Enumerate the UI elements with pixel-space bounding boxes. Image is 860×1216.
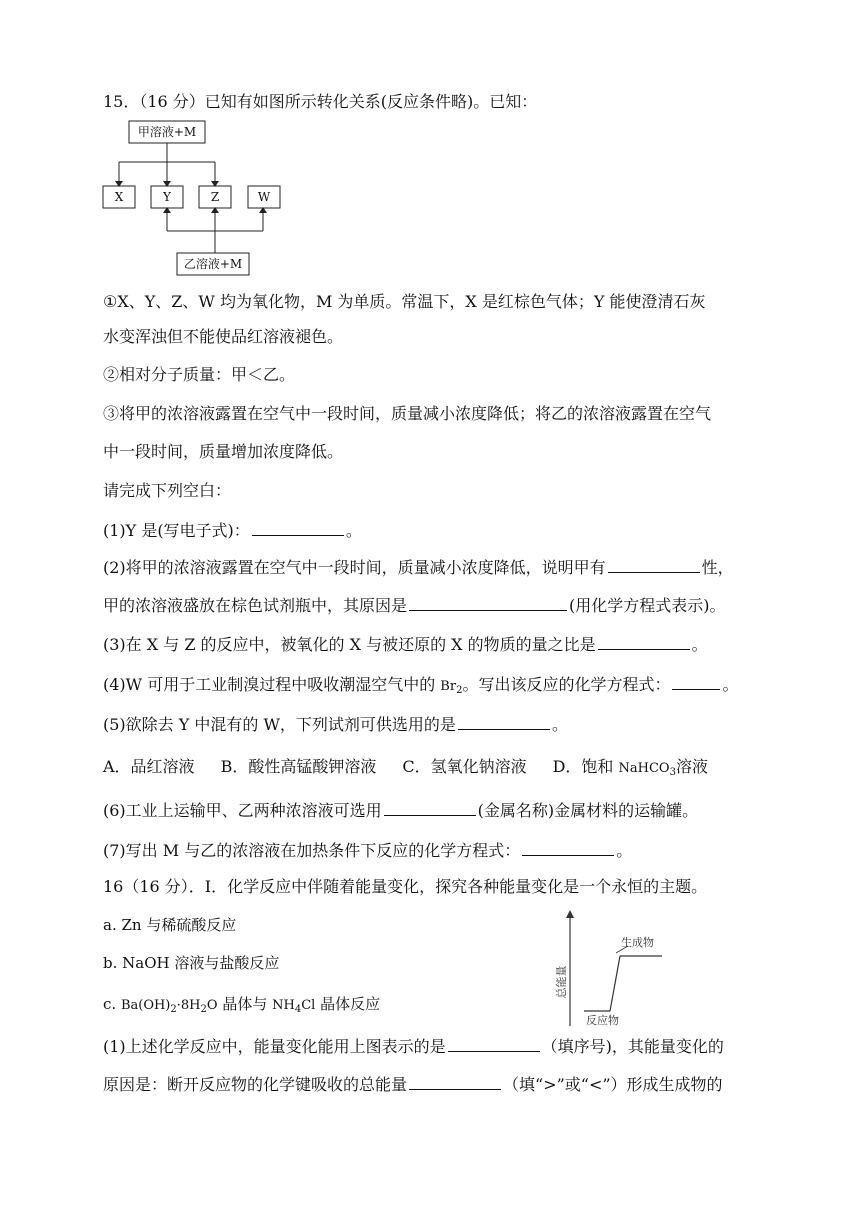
reactant-label: 反应物: [586, 1014, 619, 1027]
energy-axis-label: 总能量: [555, 965, 568, 999]
option-b[interactable]: B．酸性高锰酸钾溶液: [220, 757, 377, 776]
answer-blank-7[interactable]: [522, 839, 614, 856]
q15-part4: (4)W 可用于工业制溴过程中吸收潮湿空气中的 $Br_2$。写出该反应的化学方程式： 。: [103, 675, 739, 696]
answer-blank-2b[interactable]: [409, 594, 567, 611]
answer-blank-16-1b[interactable]: [409, 1073, 501, 1090]
q16-title: 16（16 分）．I．化学反应中伴随着能量变化，探究各种能量变化是一个永恒的主题。: [103, 877, 708, 896]
answer-blank-3[interactable]: [598, 633, 690, 650]
q15-part6: (6)工业上运输甲、乙两种浓溶液可选用 (金属名称)金属材料的运输罐。: [103, 801, 699, 820]
q16-part1-line2: 原因是：断开反应物的化学键吸收的总能量 （填“>”或“<”）形成生成物的: [103, 1075, 723, 1094]
q15-known2: ②相对分子质量：甲＜乙。: [103, 365, 296, 384]
q16-item-a: a. Zn 与稀硫酸反应: [103, 916, 237, 934]
answer-blank-2a[interactable]: [608, 556, 700, 573]
q15-part5: (5)欲除去 Y 中混有的 W，下列试剂可供选用的是 。: [103, 715, 568, 734]
q15-title: 15．（16 分）已知有如图所示转化关系(反应条件略)。已知：: [103, 92, 538, 111]
q15-known3-line1: ③将甲的浓溶液露置在空气中一段时间，质量减小浓度降低；将乙的浓溶液露置在空气: [103, 404, 712, 423]
diagram-label-x: X: [114, 190, 124, 204]
option-d[interactable]: D．饱和 NaHCO$_3$溶液: [552, 757, 708, 778]
option-a[interactable]: A．品红溶液: [103, 757, 195, 776]
q15-part2-line2: 甲的浓溶液盛放在棕色试剂瓶中，其原因是 (用化学方程式表示)。: [103, 596, 726, 615]
q15-known1-line1: ①X、Y、Z、W 均为氧化物，M 为单质。常温下，X 是红棕色气体；Y 能使澄清石灰: [103, 292, 706, 311]
q15-known3-line2: 中一段时间，质量增加浓度降低。: [103, 442, 344, 461]
q16-item-b: b. NaOH 溶液与盐酸反应: [103, 954, 280, 972]
answer-blank-1[interactable]: [252, 519, 344, 536]
transformation-diagram: [98, 118, 318, 278]
answer-blank-4[interactable]: [672, 673, 720, 690]
q16-part1-line1: (1)上述化学反应中，能量变化能用上图表示的是 （填序号)，其能量变化的: [103, 1037, 724, 1056]
diagram-label-z: Z: [210, 190, 220, 204]
q15-part1-text: (1)Y 是(写电子式)：: [103, 521, 250, 540]
q15-part2-line1: (2)将甲的浓溶液露置在空气中一段时间，质量减小浓度降低，说明甲有 性，: [103, 558, 734, 577]
diagram-bottom-label: 乙溶液+M: [183, 257, 243, 271]
option-c[interactable]: C．氢氧化钠溶液: [402, 757, 527, 776]
q15-part7: (7)写出 M 与乙的浓溶液在加热条件下反应的化学方程式： 。: [103, 841, 633, 860]
product-label: 生成物: [621, 936, 654, 949]
energy-diagram: [548, 908, 678, 1030]
answer-blank-5[interactable]: [458, 713, 550, 730]
diagram-top-label: 甲溶液+M: [137, 125, 197, 139]
q15-part1: (1)Y 是(写电子式)： 。: [103, 521, 362, 540]
q15-options: [103, 756, 708, 780]
answer-blank-16-1a[interactable]: [448, 1035, 540, 1052]
bromine-formula: $Br_2$: [440, 679, 463, 696]
diagram-label-w: W: [257, 190, 271, 204]
q16-item-c: c. $Ba(OH)_2\cdot 8H_2O$ 晶体与 $NH_4Cl$ 晶体反应: [103, 995, 381, 1015]
diagram-label-y: Y: [163, 190, 171, 204]
q15-part3: (3)在 X 与 Z 的反应中，被氧化的 X 与被还原的 X 的物质的量之比是 。: [103, 635, 708, 654]
q15-known1-line2: 水变浑浊但不能使品红溶液褪色。: [103, 327, 344, 346]
q15-prompt: 请完成下列空白：: [103, 481, 232, 500]
answer-blank-6[interactable]: [384, 799, 476, 816]
